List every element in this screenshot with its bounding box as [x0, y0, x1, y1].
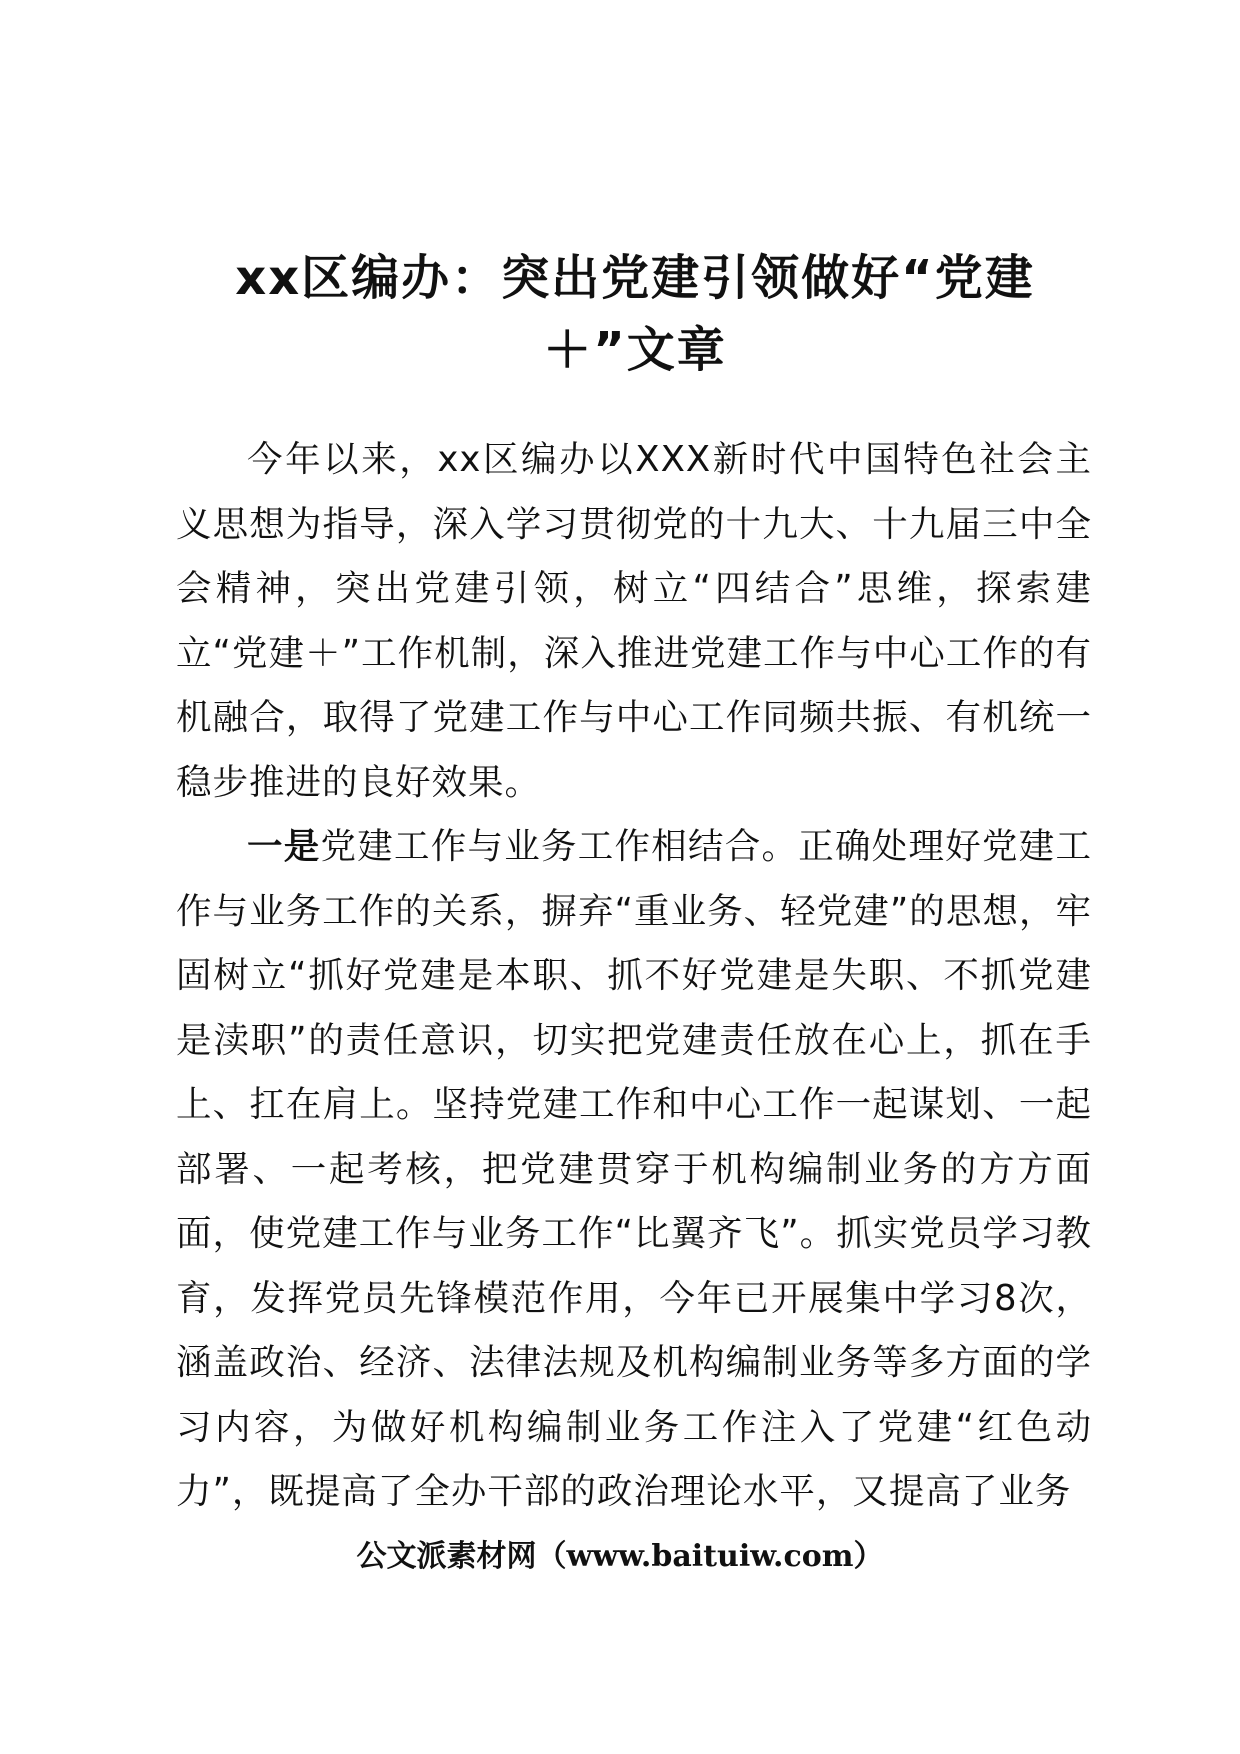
paragraph-text: 今年以来，xx区编办以XXX新时代中国特色社会主义思想为指导，深入学习贯彻党的十九大、十九届三中全会精神，突出党建引领，树立“四结合”思维，探索建立“党建＋”工作机制，深入推进党建工作与中心工作的有机融合，取得了党建工作与中心工作同频共振、有机统一稳步推进的良好效果。 — [176, 439, 1092, 803]
paragraph-point-one — [176, 815, 1092, 1525]
paragraph-intro — [176, 428, 1092, 815]
paragraph-lead: 一是 — [247, 826, 321, 867]
paragraph-text: 党建工作与业务工作相结合。正确处理好党建工作与业务工作的关系，摒弃“重业务、轻党建”的思想，牢固树立“抓好党建是本职、抓不好党建是失职、不抓党建是渎职”的责任意识，切实把党建责任放在心上，抓在手上、扛在肩上。坚持党建工作和中心工作一起谋划、一起部署、一起考核，把党建贯穿于机构编制业务的方方面面，使党建工作与业务工作“比翼齐飞”。抓实党员学习教育，发挥党员先锋模范作用，今年已开展集中学习8次，涵盖政治、经济、法律法规及机构编制业务等多方面的学习内容，为做好机构编制业务工作注入了党建“红色动力”，既提高了全办干部的政治理论水平，又提高了业务 — [176, 826, 1092, 1512]
footer-source: 公文派素材网（www.baituiw.com） — [356, 1539, 884, 1574]
document-title: xx区编办：突出党建引领做好“党建＋”文章 — [235, 250, 1035, 378]
document-body — [176, 428, 1092, 1525]
